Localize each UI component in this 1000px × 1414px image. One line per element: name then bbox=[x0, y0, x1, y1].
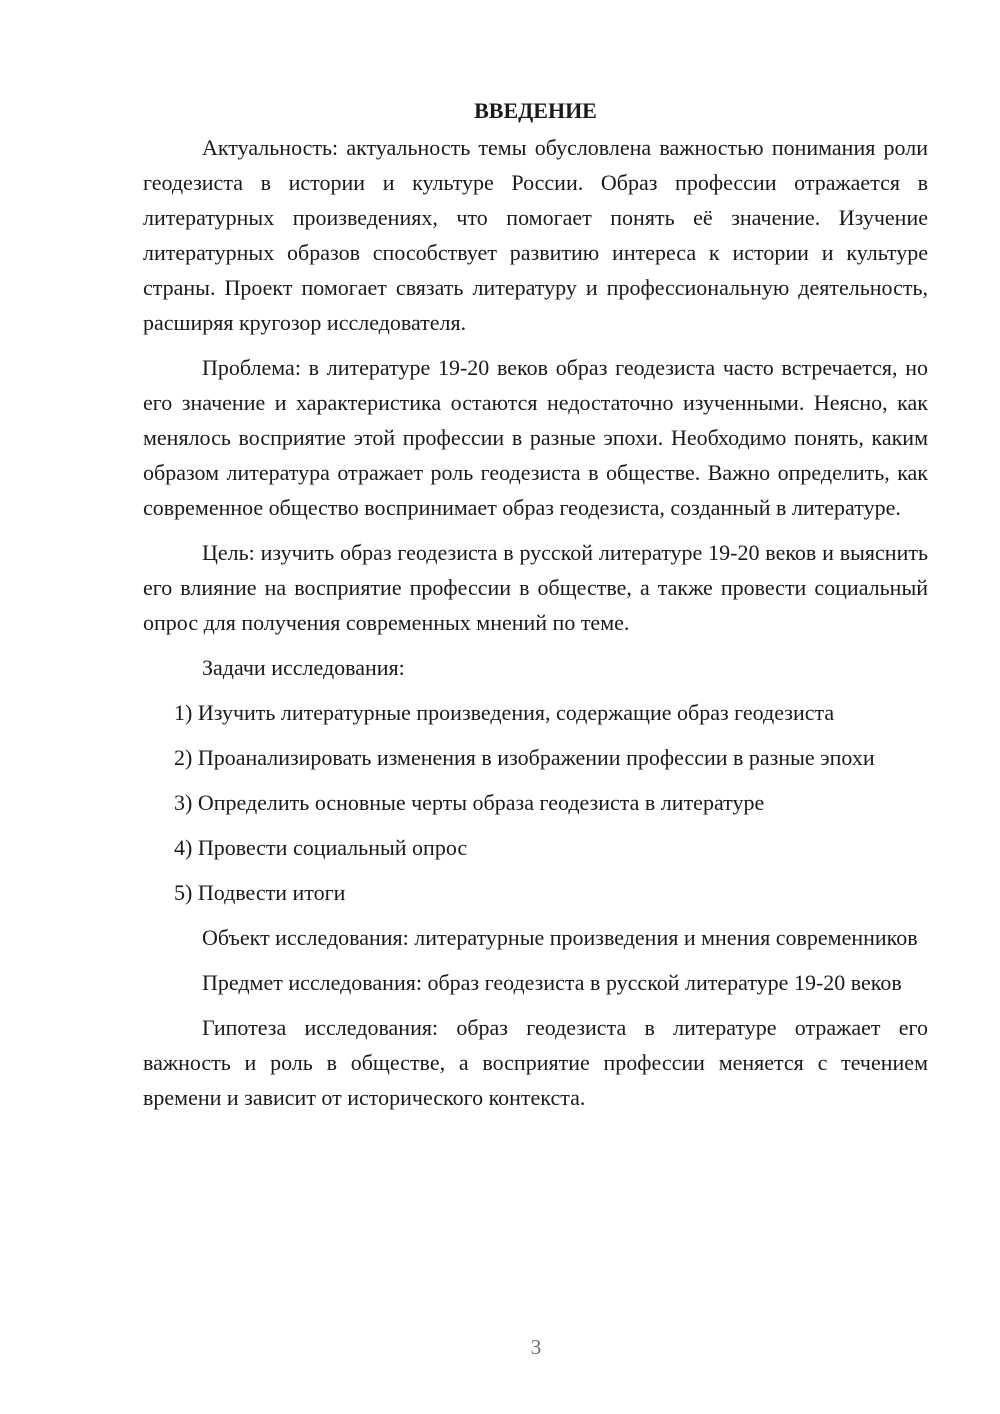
object-paragraph: Объект исследования: литературные произведения и мнения современников bbox=[202, 925, 918, 950]
subject-paragraph: Предмет исследования: образ геодезиста в русской литературе 19-20 веков bbox=[202, 970, 902, 995]
task-item: 1) Изучить литературные произведения, содержащие образ геодезиста bbox=[174, 700, 835, 725]
tasks-heading: Задачи исследования: bbox=[202, 655, 405, 680]
task-item: 3) Определить основные черты образа геодезиста в литературе bbox=[174, 790, 765, 815]
document-body bbox=[143, 94, 928, 1125]
relevance-paragraph: Актуальность: актуальность темы обусловлена важностью понимания роли геодезиста в истории и культуре России. Образ профессии отражается в литературных произведениях, что помогает понять её значение. Изучение литературных образов способствует развитию интереса к истории и культуре страны. Проект помогает связать литературу и профессиональную деятельность, расширяя кругозор исследователя. bbox=[143, 135, 928, 335]
page-title: ВВЕДЕНИЕ bbox=[474, 98, 597, 123]
task-item: 2) Проанализировать изменения в изображении профессии в разные эпохи bbox=[174, 745, 875, 770]
task-item: 4) Провести социальный опрос bbox=[174, 835, 468, 860]
hypothesis-paragraph: Гипотеза исследования: образ геодезиста в литературе отражает его важность и роль в обществе, а восприятие профессии меняется с течением времени и зависит от исторического контекста. bbox=[143, 1015, 928, 1110]
page-number: 3 bbox=[530, 1335, 542, 1359]
goal-paragraph: Цель: изучить образ геодезиста в русской литературе 19-20 веков и выяснить его влияние на восприятие профессии в обществе, а также провести социальный опрос для получения современных мнений по теме. bbox=[143, 540, 928, 635]
problem-paragraph: Проблема: в литературе 19-20 веков образ геодезиста часто встречается, но его значение и характеристика остаются недостаточно изученными. Неясно, как менялось восприятие этой профессии в разные эпохи. Необходимо понять, каким образом литература отражает роль геодезиста в обществе. Важно определить, как современное общество воспринимает образ геодезиста, созданный в литературе. bbox=[143, 355, 928, 520]
task-item: 5) Подвести итоги bbox=[174, 880, 346, 905]
